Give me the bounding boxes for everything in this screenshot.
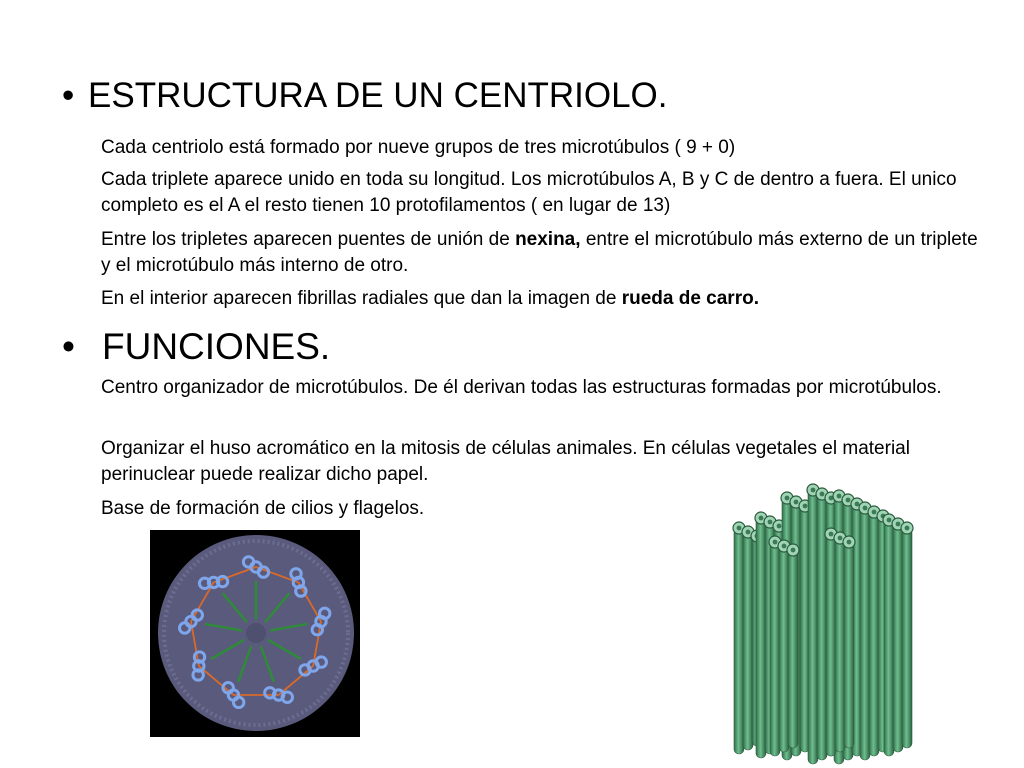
microtubule-lumen	[829, 532, 834, 537]
functions-heading	[62, 328, 330, 365]
microtubule-rod	[788, 550, 798, 748]
model-graphic	[716, 482, 930, 768]
paragraph-text: Entre los tripletes aparecen puentes de unión de	[101, 229, 516, 250]
microtubule-lumen	[847, 540, 852, 545]
microtubule-rod	[770, 542, 780, 756]
micrograph-graphic	[150, 530, 360, 737]
microtubule-lumen	[768, 520, 773, 525]
paragraph-text: En el interior aparecen fibrillas radiales que dan la imagen de	[101, 288, 622, 309]
structure-paragraph-3	[101, 227, 981, 279]
microtubule-rod	[860, 508, 870, 760]
structure-paragraph-4	[101, 286, 981, 312]
microtubule-rod	[743, 532, 753, 750]
microtubule-rod	[902, 528, 912, 748]
microtubule-rod	[756, 518, 766, 758]
structure-paragraph-1: Cada centriolo está formado por nueve grupos de tres microtúbulos ( 9 + 0)	[101, 137, 736, 158]
microtubule-lumen	[773, 540, 778, 545]
bullet-icon: •	[62, 326, 75, 367]
microtubule-rod	[869, 512, 879, 756]
microtubule-lumen	[846, 498, 851, 503]
microtubule-lumen	[811, 488, 816, 493]
microtubule-lumen	[791, 548, 796, 553]
functions-paragraph-1: Centro organizador de microtúbulos. De él derivan todas las estructuras formadas por microtúbulos.	[101, 377, 942, 398]
microtubule-lumen	[837, 494, 842, 499]
functions-title: FUNCIONES.	[102, 326, 331, 367]
structure-paragraph-2: Cada triplete aparece unido en toda su longitud. Los microtúbulos A, B y C de dentro a fuera. El unico completo es el A el resto tienen 10 protofilamentos ( en lugar de 13)	[101, 169, 957, 216]
microtubule-rod	[893, 524, 903, 752]
microtubule-lumen	[777, 524, 782, 529]
functions-paragraph-2: Organizar el huso acromático en la mitosis de células animales. En células vegetales el material perinuclear puede realizar dicho papel.	[101, 438, 910, 485]
microtubule-lumen	[863, 506, 868, 511]
microtubule-rod	[844, 542, 854, 748]
centriole-3d-model-icon	[716, 482, 930, 768]
microtubule-lumen	[746, 530, 751, 535]
nexina-term: nexina,	[515, 229, 581, 250]
microtubule-lumen	[887, 518, 892, 523]
microtubule-lumen	[794, 500, 799, 505]
microtubule-lumen	[855, 502, 860, 507]
microtubule-rod	[884, 520, 894, 756]
microtubule-lumen	[803, 504, 808, 509]
microtubule-rod	[835, 538, 845, 752]
microtubule-lumen	[838, 536, 843, 541]
microtubule-lumen	[820, 492, 825, 497]
microtubule-lumen	[785, 496, 790, 501]
microtubule-rod	[779, 546, 789, 752]
centriole-cross-section-micrograph-icon	[150, 530, 360, 737]
microtubule-lumen	[759, 516, 764, 521]
structure-title: ESTRUCTURA DE UN CENTRIOLO.	[88, 76, 668, 115]
microtubule-lumen	[896, 522, 901, 527]
microtubule-rod	[734, 528, 744, 754]
structure-heading	[62, 78, 668, 113]
bullet-icon: •	[62, 76, 75, 115]
microtubule-lumen	[905, 526, 910, 531]
microtubule-rod	[808, 490, 818, 764]
hub	[246, 623, 266, 643]
microtubule-lumen	[872, 510, 877, 515]
microtubule-lumen	[782, 544, 787, 549]
microtubule-lumen	[737, 526, 742, 531]
paragraph-text: entre el microtúbulo más externo de un triplete y el microtúbulo más interno de otro.	[101, 229, 978, 276]
microtubule-rod	[826, 534, 836, 756]
functions-paragraph-3: Base de formación de cilios y flagelos.	[101, 498, 425, 519]
cartwheel-term: rueda de carro.	[621, 288, 759, 309]
